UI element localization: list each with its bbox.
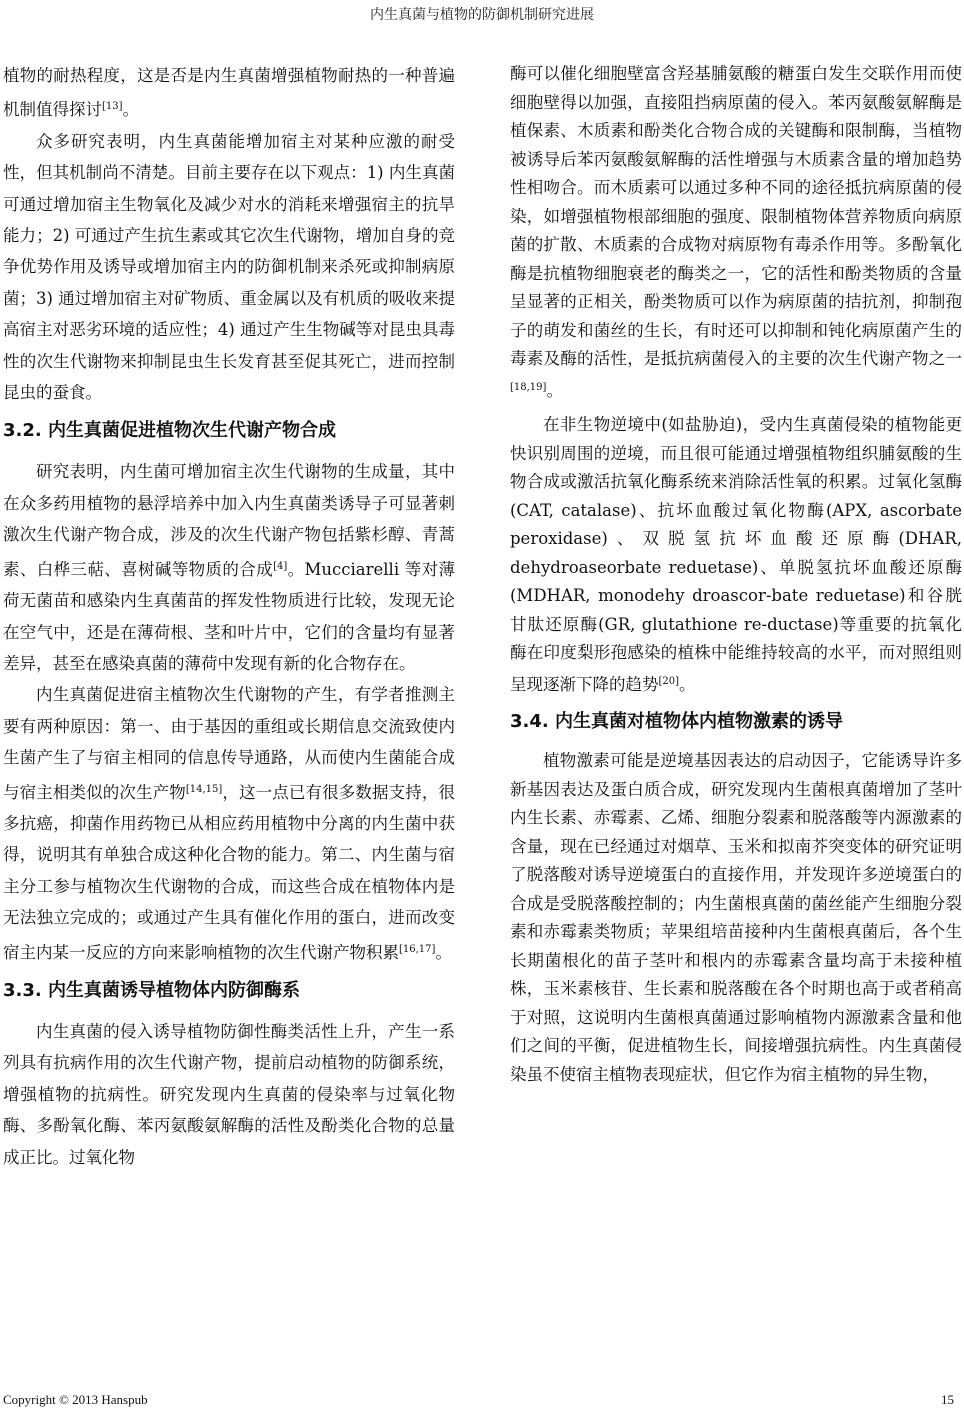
paragraph: 在非生物逆境中(如盐胁迫)，受内生真菌侵染的植物能更快识别周围的逆境，而且很可能通过增强植物组织脯氨酸的生物合成或激活抗氧化酶系统来消除活性氧的积累。过氧化氢酶(CAT, catalase)、抗坏血酸过氧化物酶(APX, ascorbate peroxidase)、双脱氢抗坏血酸还原酶(DHAR, dehydroaseorbate reduetase)、单脱氢抗坏血酸还原酶(MDHAR, monodehy droascor-bate reduetase)和谷胱甘肽还原酶(GR, glutathione re-ductase)等重要的抗氧化酶在印度梨形孢感染的植株中能维持较高的水平，而对照组则呈现逐渐下降的趋势[20]。 (510, 415, 962, 694)
section-heading-3-4: 3.4. 内生真菌对植物体内植物激素的诱导 (510, 711, 843, 732)
paragraph: 内生真菌的侵入诱导植物防御性酶类活性上升，产生一系列具有抗病作用的次生代谢产物，提前启动植物的防御系统，增强植物的抗病性。研究发现内生真菌的侵染率与过氧化物酶、多酚氧化酶、苯丙氨酸氨解酶的活性及酚类化合物的总量成正比。过氧化物 (3, 1021, 455, 1167)
paragraph: 众多研究表明，内生真菌能增加宿主对某种应激的耐受性，但其机制尚不清楚。目前主要存在以下观点：1) 内生真菌可通过增加宿主生物氧化及减少对水的消耗来增强宿主的抗旱能力；2) 可通过产生抗生素或其它次生代谢物，增加自身的竞争优势作用及诱导或增加宿主内的防御机制来杀死或抑制病原菌；3) 通过增加宿主对矿物质、重金属以及有机质的吸收来提高宿主对恶劣环境的适应性；4) 通过产生生物碱等对昆虫具毒性的次生代谢物来抑制昆虫生长发育甚至促其死亡，进而控制昆虫的蚕食。 (3, 131, 455, 403)
section-heading-3-2: 3.2. 内生真菌促进植物次生代谢产物合成 (3, 420, 336, 442)
citation: [18,19] (510, 381, 547, 393)
citation: [4] (273, 560, 288, 572)
paragraph: 研究表明，内生菌可增加宿主次生代谢物的生成量，其中在众多药用植物的悬浮培养中加入内生真菌类诱导子可显著刺激次生代谢产物合成，涉及的次生代谢产物包括紫杉醇、青蒿素、白桦三萜、喜树碱等物质的合成[4]。Mucciarelli 等对薄荷无菌苗和感染内生真菌苗的挥发性物质进行比较，发现无论在空气中，还是在薄荷根、茎和叶片中，它们的含量均有显著差异，甚至在感染真菌的薄荷中发现有新的化合物存在。 (3, 462, 455, 673)
section-heading-3-3: 3.3. 内生真菌诱导植物体内防御酶系 (3, 979, 300, 1001)
paragraph: 内生真菌促进宿主植物次生代谢物的产生，有学者推测主要有两种原因：第一、由于基因的重组或长期信息交流致使内生菌产生了与宿主相同的信息传导通路，从而使内生菌能合成与宿主相类似的次生产物[14,15]，这一点已有很多数据支持，很多抗癌，抑菌作用药物已从相应药用植物中分离的内生菌中获得，说明其有单独合成这种化合物的能力。第二、内生菌与宿主分工参与植物次生代谢物的合成，而这些合成在植物体内是无法独立完成的；或通过产生具有催化作用的蛋白，进而改变宿主内某一反应的方向来影响植物的次生代谢产物积累[16,17]。 (3, 685, 456, 962)
running-title: 内生真菌与植物的防御机制研究进展 (370, 7, 594, 23)
citation: [20] (658, 675, 680, 687)
left-column (3, 60, 455, 1173)
copyright-notice: Copyright © 2013 Hanspub (3, 1392, 148, 1407)
right-column (510, 60, 962, 1089)
paragraph: 植物的耐热程度，这是否是内生真菌增强植物耐热的一种普遍机制值得探讨[13]。 (3, 66, 455, 120)
citation: [14,15] (185, 783, 223, 795)
citation: [13] (102, 101, 123, 113)
paragraph: 酶可以催化细胞壁富含羟基脯氨酸的糖蛋白发生交联作用而使细胞壁得以加强，直接阻挡病原菌的侵入。苯丙氨酸氨解酶是植保素、木质素和酚类化合物合成的关键酶和限制酶，当植物被诱导后苯丙氨酸氨解酶的活性增强与木质素含量的增加趋势性相吻合。而木质素可以通过多种不同的途径抵抗病原菌的侵染，如增强植物根部细胞的强度、限制植物体营养物质向病原菌的扩散、木质素的合成物对病原物有毒杀作用等。多酚氧化酶是抗植物细胞衰老的酶类之一，它的活性和酚类物质的含量呈显著的正相关，酚类物质可以作为病原菌的拮抗剂，抑制孢子的萌发和菌丝的生长，有时还可以抑制和钝化病原菌产生的毒素及酶的活性，是抵抗病菌侵入的主要的次生代谢产物之一[18,19]。 (510, 64, 962, 400)
page-number: 15 (941, 1392, 954, 1407)
citation: [16,17] (399, 943, 436, 955)
paragraph: 植物激素可能是逆境基因表达的启动因子，它能诱导许多新基因表达及蛋白质合成，研究发现内生菌根真菌增加了茎叶内生长素、赤霉素、乙烯、细胞分裂素和脱落酸等内源激素的含量，现在已经通过对烟草、玉米和拟南芥突变体的研究证明了脱落酸对诱导逆境蛋白的直接作用，并发现许多逆境蛋白的合成是受脱落酸控制的；内生菌根真菌的菌丝能产生细胞分裂素和赤霉素类物质；苹果组培苗接种内生菌根真菌后，各个生长期菌根化的苗子茎叶和根内的赤霉素含量均高于未接种植株，玉米素核苷、生长素和脱落酸在各个时期也高于或者稍高于对照，这说明内生菌根真菌通过影响植物内源激素含量和他们之间的平衡，促进植物生长，间接增强抗病性。内生真菌侵染虽不使宿主植物表现症状，但它作为宿主植物的异生物， (510, 751, 962, 1084)
